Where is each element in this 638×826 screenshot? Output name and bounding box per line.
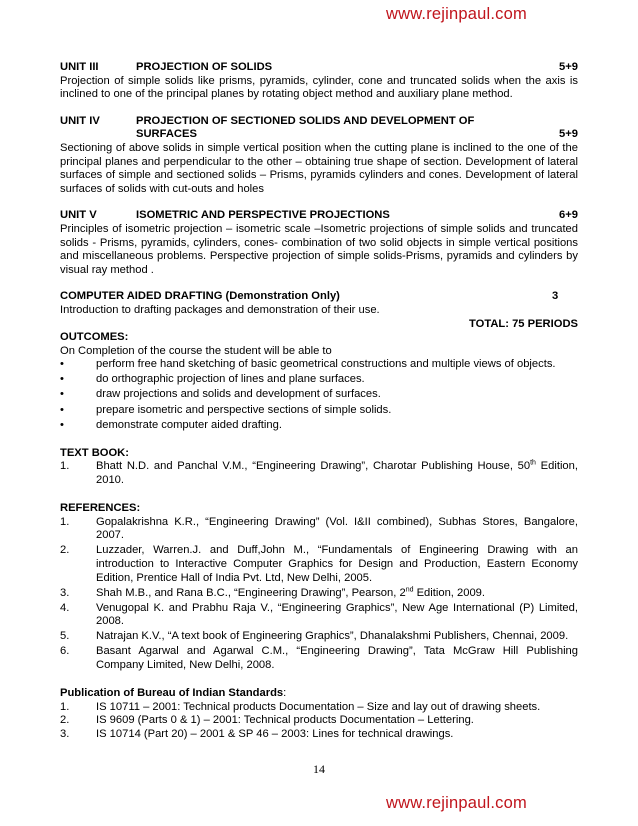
reference-item-text [96,602,578,629]
reference-item-text [96,587,578,601]
outcome-item [60,358,578,372]
bullet-icon: • [60,403,64,416]
reference-item-superscript: nd [405,585,414,593]
textbook-item-superscript: th [530,459,536,467]
unit-heading [60,61,578,75]
outcomes-list [60,358,578,432]
standards-list [60,701,578,742]
watermark-top: www.rejinpaul.com [386,5,527,23]
unit-title-line: PROJECTION OF SOLIDS [136,61,273,73]
reference-item [60,630,578,644]
outcome-text: demonstrate computer aided drafting. [96,418,282,431]
reference-item-text [96,645,578,672]
reference-item [60,602,578,629]
unit-number: UNIT III [60,61,99,73]
reference-item-text [96,630,578,644]
bullet-icon: • [60,418,64,431]
reference-item-number: 2. [60,544,70,557]
units-section [60,61,578,290]
cad-title: COMPUTER AIDED DRAFTING (Demonstration Only) [60,290,340,303]
standards-heading: Publication of Bureau of Indian Standards [60,687,284,700]
reference-item-text-main: Natrajan K.V., “A text book of Engineering Graphics”, Dhanalakshmi Publishers, Chennai, 2009. [96,630,569,643]
unit-body: Sectioning of above solids in simple vertical position when the cutting plane is inclined to the one of the principal planes and perpendicular to the other – obtaining true shape of section. Development of lateral surfaces of simple and sectioned solids – Prisms, pyramids cylinders and cones. Development of lateral surfaces of solids with cut-outs and holes [60,141,578,195]
unit-title-line: PROJECTION OF SECTIONED SOLIDS AND DEVELOPMENT OF [136,114,475,127]
outcome-item [60,373,578,387]
reference-item-number: 5. [60,630,70,643]
outcome-text: perform free hand sketching of basic geometrical constructions and multiple views of objects. [96,358,556,371]
references-list [60,516,578,673]
unit-title-line: SURFACES [136,128,197,141]
textbook-item-text-main: Bhatt N.D. and Panchal V.M., “Engineering Drawing”, Charotar Publishing House, 50 [96,460,531,473]
unit-body: Principles of isometric projection – isometric scale –Isometric projections of simple solids and truncated solids - Prisms, pyramids, cylinders, cones- combination of two solid objects in simple vertical positions and miscellaneous problems. Perspective projection of simple solids-Prisms, pyramids and cylinders by visual ray method . [60,222,578,276]
standard-number: 3. [60,727,70,740]
unit-hours: 5+9 [559,61,578,73]
unit-title-line: ISOMETRIC AND PERSPECTIVE PROJECTIONS [136,209,390,222]
standard-text: IS 10711 – 2001: Technical products Documentation – Size and lay out of drawing sheets. [96,700,541,713]
reference-item [60,587,578,601]
outcomes-intro: On Completion of the course the student will be able to [60,344,332,357]
references-heading: REFERENCES: [60,502,141,515]
reference-item-number: 6. [60,645,70,658]
reference-item [60,645,578,672]
outcome-text: do orthographic projection of lines and plane surfaces. [96,373,365,386]
outcome-item [60,388,578,402]
standards-heading-line [60,687,578,701]
unit-title [136,209,538,223]
reference-item-text-tail: Edition, 2009. [413,586,486,599]
reference-item [60,516,578,543]
reference-item [60,544,578,585]
unit-hours: 5+9 [559,128,578,141]
reference-item-number: 4. [60,601,70,614]
standards-colon: : [283,687,287,700]
standard-number: 1. [60,700,70,713]
bullet-icon: • [60,388,64,401]
unit-heading [60,209,578,223]
standard-item [60,728,578,742]
unit-number: UNIT V [60,209,97,222]
outcomes-heading: OUTCOMES: [60,331,129,344]
watermark-bottom: www.rejinpaul.com [386,794,527,812]
reference-item-number: 3. [60,586,70,599]
unit-hours: 6+9 [559,209,578,222]
unit-title [136,61,538,75]
cad-hours: 3 [552,290,559,303]
reference-item-number: 1. [60,515,70,528]
standard-text: IS 9609 (Parts 0 & 1) – 2001: Technical products Documentation – Lettering. [96,714,474,727]
total-periods: TOTAL: 75 PERIODS [469,317,578,330]
outcome-item [60,419,578,433]
reference-item-text [96,516,578,543]
textbook-item-number: 1. [60,460,70,473]
reference-item-text [96,544,578,585]
bullet-icon: • [60,358,64,371]
reference-item-text-main: Shah M.B., and Rana B.C., “Engineering Drawing”, Pearson, 2 [96,586,406,599]
standard-number: 2. [60,714,70,727]
reference-item-text-main: Gopalakrishna K.R., “Engineering Drawing” (Vol. I&II combined), Subhas Stores, Bangalore, 2007. [96,515,578,542]
outcome-item [60,404,578,418]
cad-body: Introduction to drafting packages and demonstration of their use. [60,303,380,316]
document-body [60,61,578,742]
textbook-item-text [96,460,578,487]
textbook-list [60,460,578,487]
textbook-heading: TEXT BOOK: [60,446,129,459]
reference-item-text-main: Basant Agarwal and Agarwal C.M., “Engineering Drawing”, Tata McGraw Hill Publishing Company Limited, New Delhi, 2008. [96,645,578,672]
page-number: 14 [313,762,325,776]
cad-heading [60,290,578,304]
bullet-icon: • [60,373,64,386]
standard-item [60,701,578,715]
outcome-text: draw projections and solids and development of surfaces. [96,388,381,401]
standard-text: IS 10714 (Part 20) – 2001 & SP 46 – 2003: Lines for technical drawings. [96,727,454,740]
textbook-item-text-tail: Edition, 2010. [96,460,578,486]
unit-number: UNIT IV [60,114,100,127]
outcome-text: prepare isometric and perspective sections of simple solids. [96,403,392,416]
unit-body: Projection of simple solids like prisms, pyramids, cylinder, cone and truncated solids when the axis is inclined to one of the principal planes by rotating object method and auxiliary plane method. [60,74,578,101]
unit-title [136,115,538,142]
standard-item [60,714,578,728]
unit-heading [60,115,578,142]
reference-item-text-main: Venugopal K. and Prabhu Raja V., “Engineering Graphics”, New Age International (P) Limited, 2008. [96,601,578,628]
reference-item-text-main: Luzzader, Warren.J. and Duff,John M., “Fundamentals of Engineering Drawing with an introduction to Interactive Computer Graphics for Design and Production, Eastern Economy Edition, Prentice Hall of India Pvt. Ltd, New Delhi, 2005. [96,544,578,584]
textbook-item [60,460,578,487]
